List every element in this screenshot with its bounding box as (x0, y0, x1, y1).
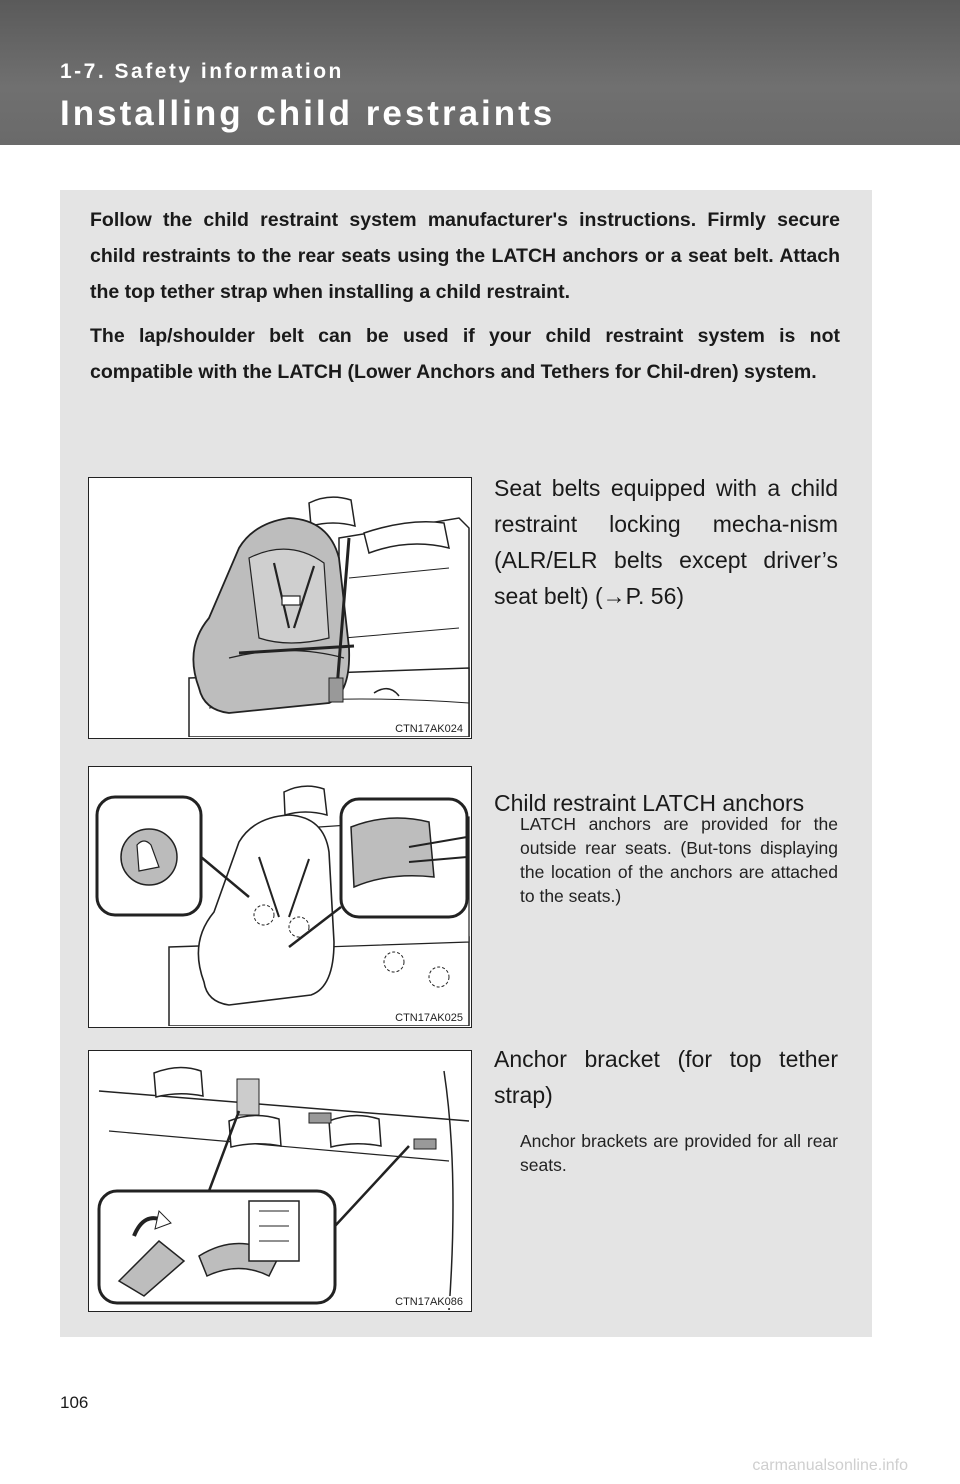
figure-code: CTN17AK086 (395, 1296, 463, 1308)
section-label: 1-7. Safety information (60, 60, 344, 83)
latch-anchor-illustration (88, 766, 472, 1028)
item-title-anchor-bracket: Anchor bracket (for top tether strap) (494, 1046, 838, 1108)
child-seat-belt-illustration (88, 477, 472, 739)
intro-paragraph-1: Follow the child restraint system manufacturer's instructions. Firmly secure child restraints to the rear seats using the LATCH anchors or a seat belt. Attach the top tether strap when installing a child restraint. (90, 209, 840, 303)
figure-code: CTN17AK024 (395, 723, 463, 735)
item-title-latch: Child restraint LATCH anchors (494, 790, 805, 816)
bracket-illustration (89, 1051, 470, 1310)
child-seat-illustration (89, 478, 470, 737)
latch-illustration (89, 767, 470, 1026)
anchor-bracket-illustration (88, 1050, 472, 1312)
figure-code: CTN17AK025 (395, 1012, 463, 1024)
intro-paragraph-2: The lap/shoulder belt can be used if your child restraint system is not compatible with the LATCH (Lower Anchors and Tethers for Chil-dren) system. (90, 325, 840, 383)
item-desc-latch: LATCH anchors are provided for the outside rear seats. (But-tons displaying the location of the anchors are attached to the seats.) (520, 814, 838, 906)
item-title-alr-elr: Seat belts equipped with a child restraint locking mecha-nism (ALR/ELR belts except driver’s seat belt) (→P. 56) (494, 475, 838, 609)
watermark: carmanualsonline.info (752, 1457, 908, 1474)
page-number: 106 (60, 1393, 89, 1412)
item-desc-anchor-bracket: Anchor brackets are provided for all rear seats. (520, 1131, 838, 1175)
page-title: Installing child restraints (60, 94, 556, 133)
